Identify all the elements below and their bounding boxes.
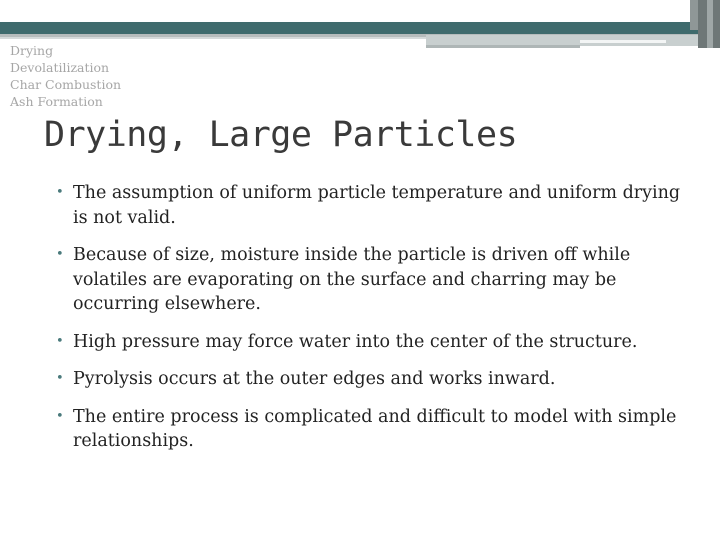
nav-item-devolatilization: Devolatilization <box>10 60 110 75</box>
header-decoration <box>0 0 720 48</box>
bullet-item <box>56 181 690 230</box>
bullet-text: Pyrolysis occurs at the outer edges and works inward. <box>73 369 556 389</box>
slide-title: Drying, Large Particles <box>44 115 518 155</box>
section-nav <box>10 42 121 110</box>
nav-item-char-combustion: Char Combustion <box>10 77 122 92</box>
bullet-text: The entire process is complicated and difficult to model with simple relationships. <box>73 406 677 451</box>
bullet-dot-icon: • <box>56 247 64 262</box>
bullet-dot-icon: • <box>56 408 64 424</box>
bullet-dot-icon: • <box>56 185 64 200</box>
bullet-dot-icon: • <box>56 371 64 386</box>
bullet-item <box>56 405 690 454</box>
header-band-white-right <box>580 40 666 43</box>
header-band-top <box>0 0 720 22</box>
bullet-item <box>56 367 690 392</box>
nav-item-drying: Drying <box>10 43 54 58</box>
header-band-vertical <box>707 0 713 48</box>
header-band-teal <box>0 22 720 34</box>
nav-item-ash-formation: Ash Formation <box>10 94 103 109</box>
header-band-accent <box>426 45 580 48</box>
header-band-light-left <box>0 37 426 39</box>
bullet-text: The assumption of uniform particle temperature and uniform drying is not valid. <box>73 183 681 228</box>
bullet-list <box>56 181 690 467</box>
bullet-text: High pressure may force water into the center of the structure. <box>73 331 638 352</box>
bullet-item <box>56 330 690 355</box>
bullet-text: Because of size, moisture inside the particle is driven off while volatiles are evaporating on the surface and charring may be occurring elsewhere. <box>73 245 631 314</box>
bullet-item <box>56 243 690 317</box>
bullet-dot-icon: • <box>56 333 64 349</box>
